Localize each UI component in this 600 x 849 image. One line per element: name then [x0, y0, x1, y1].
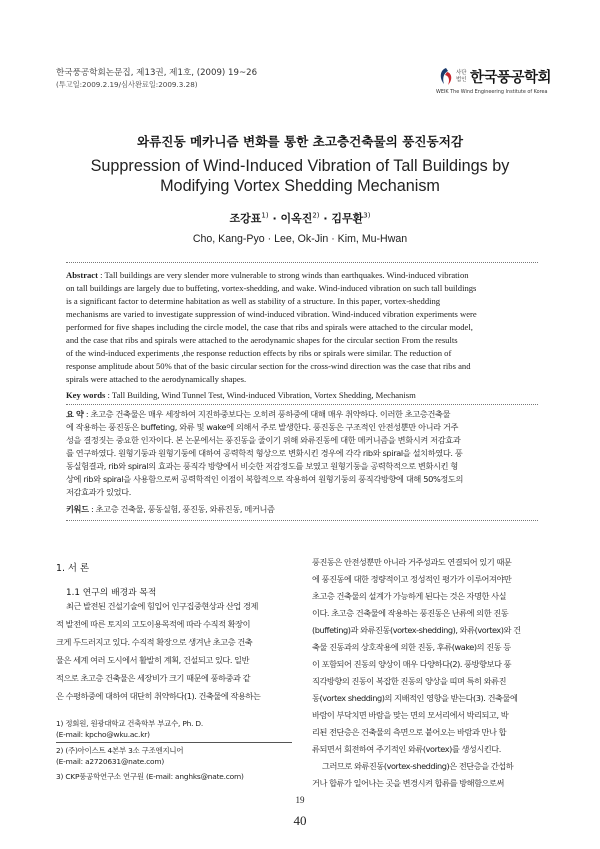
footnote-divider [56, 742, 292, 743]
abstract-line: and the case that ribs and spirals were attached to the aerodynamic shapes for the circular section From the results [66, 335, 458, 345]
body-text-line: 크게 두드러지고 있다. 수직적 확장으로 생겨난 초고층 건축 [56, 637, 253, 647]
summary-line: 저감효과가 있었다. [66, 487, 131, 497]
footnote: 2) (주)아이스트 4본부 3소 구조엔지니어 [56, 746, 184, 755]
footnote: 3) CKP풍공학연구소 연구원 (E-mail: anghks@nate.com) [56, 772, 244, 781]
summary-line: 상에 rib와 spiral을 사용함으로써 공력학적인 이점이 복합적으로 작용하여 원형기둥의 풍직각방향에 대해 50%정도의 [66, 474, 464, 484]
authors-korean: 조강표$^{1)}$ · 이옥진$^{2)}$ · 김무환$^{3)}$ [229, 211, 371, 225]
body-text-line: 이다. 초고층 건축물에 작용하는 풍진동은 난류에 의한 진동 [312, 608, 509, 618]
body-text-line: (buffeting)과 와류진동(vortex-shedding), 와류(vortex)와 건 [312, 625, 521, 635]
footnote: (E-mail: a2720631@nate.com) [56, 757, 165, 766]
abstract-bottom-divider [66, 520, 538, 521]
body-text-line: 그러므로 와류진동(vortex-shedding)은 전단층을 간섭하 [322, 761, 514, 771]
abstract-line: response amplitude about 50% that of the basic circular section for the cross-wind direction was the case that ribs and [66, 361, 471, 371]
body-text-line: 이 포함되어 진동의 양상이 매우 다양하다(2). 풍방향보다 풍 [312, 659, 512, 669]
footnote: 1) 정회원, 원광대학교 건축학부 부교수, Ph. D. [56, 719, 204, 728]
section-heading: 1. 서 론 [56, 563, 90, 574]
subsection-heading: 1.1 연구의 배경과 목적 [66, 588, 157, 598]
abstract-line: spirals were attached to the aerodynamically shapes. [66, 374, 247, 384]
society-logo [436, 66, 552, 100]
body-text-line: 물은 세계 여러 도시에서 활발히 계획, 건설되고 있다. 일반 [56, 655, 250, 665]
abstract-top-divider [66, 262, 538, 263]
body-text-line: 직각방향의 진동이 복잡한 진동의 양상을 띠며 특히 와류진 [312, 676, 507, 686]
logo-english-name: WEIK The Wind Engineering Institute of Korea [436, 89, 548, 95]
journal-citation: 한국풍공학회논문집, 제13권, 제1호, (2009) 19~26 [56, 68, 258, 78]
body-text-line: 축물 진동과의 상호작용에 의한 진동, 후류(wake)의 진동 등 [312, 642, 511, 652]
abstract-line: on tall buildings are largely due to buffeting, vortex-shedding, and wake. Wind-induced vibration on such tall buildings [66, 283, 477, 293]
keywords-korean: 키워드 : 초고층 건축물, 풍동실험, 풍진동, 와류진동, 메커니즘 [66, 504, 275, 514]
summary-line: 를 연구하였다. 원형기둥과 원형기둥에 대하여 공력학적 형상으로 변화시킨 경우에 각각 rib와 spiral을 설치하였다. 풍 [66, 448, 463, 458]
title-korean: 와류진동 메카니즘 변화를 통한 초고층건축물의 풍진동저감 [136, 134, 464, 149]
body-text-line: 류되면서 회전하여 주기적인 와류(vortex)를 생성시킨다. [312, 744, 501, 754]
summary-line: 동실험결과, rib와 spiral의 효과는 풍직각 방향에서 비슷한 저감정도를 보였고 원형기둥을 공력학적으로 변화시킨 형 [66, 461, 458, 471]
abstract-middle-divider [66, 404, 538, 405]
summary-line: 에 작용하는 풍진동은 buffeting, 와류 및 wake에 의해서 주로 발생한다. 풍진동은 구조적인 안전성뿐만 아니라 거주 [66, 422, 459, 432]
abstract-line: mechanisms are varied to investigate suppression of wind-induced vibration. Wind-induced vibration experiments were [66, 309, 477, 319]
body-text-line: 은 수평하중에 대하여 대단히 취약하다(1). 건축물에 작용하는 [56, 691, 261, 701]
body-text-line: 동(vortex shedding)의 지배적인 영향을 받는다(3). 건축물에 [312, 693, 518, 703]
body-text-line: 에 풍진동에 대한 정량적이고 정성적인 평가가 이루어져야만 [312, 574, 512, 584]
footnote: (E-mail: kpcho@wku.ac.kr) [56, 730, 150, 739]
society-logo-mark [436, 66, 456, 88]
body-text-line: 리된 전단층은 건축물의 측면으로 붙어오는 바람과 만나 합 [312, 727, 507, 737]
authors-english: Cho, Kang-Pyo · Lee, Ok-Jin · Kim, Mu-Hwan [192, 233, 408, 245]
body-text-line: 거나 합류가 일어나는 곳을 변경시켜 합류를 방해함으로써 [312, 778, 504, 788]
summary-line: 성을 결정짓는 중요한 인자이다. 본 논문에서는 풍진동을 줄이기 위해 와류진동에 대한 메커니즘을 변화시켜 저감효과 [66, 435, 461, 445]
abstract-line: is a significant factor to determine habitation as well as stability of a structure. In this paper, vortex-shedding [66, 296, 441, 306]
body-text-line: 바람이 부닥치면 바람을 맞는 면의 모서리에서 박리되고, 박 [312, 710, 509, 720]
title-english-line-2: Modifying Vortex Shedding Mechanism [160, 177, 440, 195]
page-number: 19 [295, 795, 305, 805]
logo-society-name: 한국풍공학회 [470, 70, 552, 86]
title-english-line-1: Suppression of Wind-Induced Vibration of Tall Buildings by [90, 157, 510, 175]
abstract-line: of the wind-induced experiments ,the response reduction effects by ribs or spirals were similar. The reduction of [66, 348, 452, 358]
body-text-line: 풍진동은 안전성뿐만 아니라 거주성과도 연결되어 있기 때문 [312, 557, 512, 567]
submission-dates: (투고일:2009.2.19/심사완료일:2009.3.28) [56, 80, 198, 89]
body-text-line: 최근 발전된 건설기술에 힘입어 인구집중현상과 산업 경제 [66, 601, 258, 611]
abstract-line: Abstract : Tall buildings are very slender more vulnerable to strong winds than earthquakes. Wind-induced vibration [66, 270, 469, 280]
body-text-line: 적 발전에 따른 토지의 고도이용목적에 따라 수직적 확장이 [56, 619, 251, 629]
body-text-line: 초고층 건축물의 설계가 가능하게 된다는 것은 자명한 사실 [312, 591, 507, 601]
abstract-line: performed for five shapes including the circle model, the case that ribs and spirals were attached to the circular model, [66, 322, 473, 332]
summary-line: 요 약 : 초고층 건축물은 매우 세장하여 지진하중보다는 오히려 풍하중에 대해 매우 취약하다. 이러한 초고층건축물 [66, 409, 451, 419]
logo-incorporated-text: 사단 법인 [456, 70, 467, 83]
body-text-line: 적으로 초고층 건축물은 세장비가 크기 때문에 풍하중과 같 [56, 673, 251, 683]
keywords-english: Key words : Tall Building, Wind Tunnel Test, Wind-induced Vibration, Vortex Shedding, Mechanism [66, 390, 416, 400]
scan-page-number: 40 [293, 813, 307, 828]
